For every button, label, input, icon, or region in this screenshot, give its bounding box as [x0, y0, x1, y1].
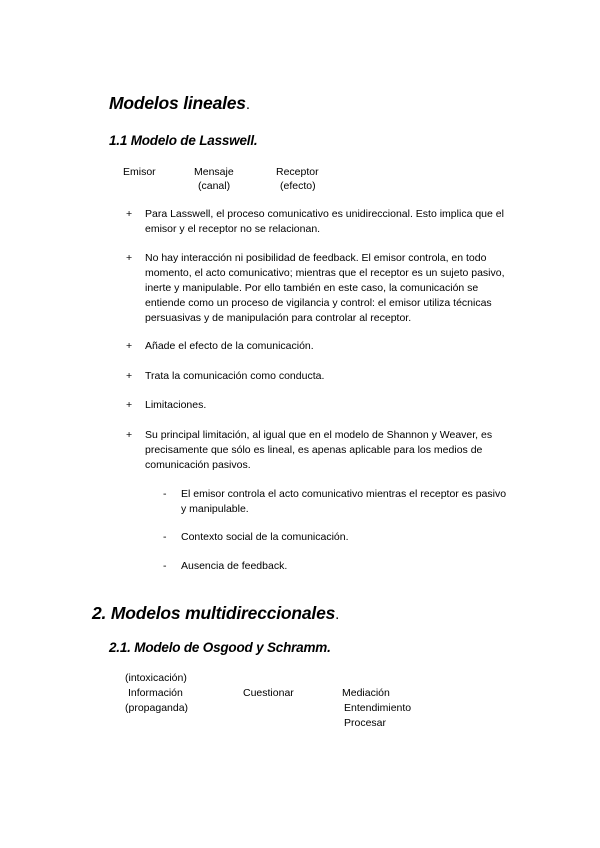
section-title-text: 2. Modelos multidireccionales [92, 603, 336, 623]
diagram-label-informacion: Información [128, 687, 183, 699]
section-title-modelos-multidireccionales [92, 603, 339, 624]
subsection-title-osgood-schramm: 2.1. Modelo de Osgood y Schramm. [109, 640, 331, 655]
text-line: Su principal limitación, al igual que en el modelo de Shannon y Weaver, es [145, 429, 493, 441]
section-title-period: . [245, 96, 250, 113]
diagram-label-efecto: (efecto) [280, 180, 316, 192]
diagram-label-mediacion: Mediación [342, 687, 390, 699]
text-line: Ausencia de feedback. [181, 560, 288, 572]
list-item-text [145, 398, 206, 413]
text-line: inerte y manipulable. Por ello también en este caso, la comunicación se [145, 282, 479, 294]
text-line: No hay interacción ni posibilidad de feedback. El emisor controla, en todo [145, 252, 487, 264]
section-title-text: Modelos lineales [109, 93, 246, 113]
bullet-plus-icon: + [126, 399, 133, 411]
text-line: persuasivas y de manipulación para controlar al receptor. [145, 312, 412, 324]
diagram-label-emisor: Emisor [123, 166, 156, 178]
text-line: y manipulable. [181, 503, 249, 515]
text-line: comunicación pasivos. [145, 459, 251, 471]
bullet-plus-icon: + [126, 252, 133, 264]
text-line: Limitaciones. [145, 399, 207, 411]
list-item-text [181, 487, 506, 517]
text-line: precisamente que sólo es lineal, es apenas aplicable para los medios de [145, 444, 483, 456]
text-line: momento, el acto comunicativo; mientras que el receptor es un sujeto pasivo, [145, 267, 505, 279]
section-title-modelos-lineales [109, 93, 250, 114]
text-line: Contexto social de la comunicación. [181, 531, 349, 543]
list-item-text [145, 339, 314, 354]
list-item-text [145, 428, 492, 473]
bullet-dash-icon: - [163, 488, 167, 500]
subsection-title-lasswell: 1.1 Modelo de Lasswell. [109, 133, 258, 148]
diagram-label-entendimiento: Entendimiento [344, 702, 412, 714]
bullet-plus-icon: + [126, 208, 133, 220]
text-line: Añade el efecto de la comunicación. [145, 340, 314, 352]
text-line: entiende como un proceso de vigilancia y control: el emisor utiliza técnicas [145, 297, 492, 309]
diagram-label-receptor: Receptor [276, 166, 319, 178]
text-line: Para Lasswell, el proceso comunicativo es unidireccional. Esto implica que el [145, 208, 504, 220]
diagram-label-canal: (canal) [198, 180, 231, 192]
list-item-text [145, 369, 324, 384]
diagram-label-procesar: Procesar [344, 717, 387, 729]
bullet-plus-icon: + [126, 429, 133, 441]
diagram-label-cuestionar: Cuestionar [243, 687, 294, 699]
list-item-text [181, 530, 349, 545]
diagram-label-intoxicacion: (intoxicación) [125, 672, 187, 684]
list-item-text [145, 251, 505, 326]
list-item-text [181, 559, 287, 574]
bullet-plus-icon: + [126, 340, 133, 352]
bullet-plus-icon: + [126, 370, 133, 382]
bullet-dash-icon: - [163, 560, 167, 572]
diagram-label-propaganda: (propaganda) [125, 702, 189, 714]
section-title-period: . [335, 606, 340, 623]
text-line: El emisor controla el acto comunicativo mientras el receptor es pasivo [181, 488, 507, 500]
bullet-dash-icon: - [163, 531, 167, 543]
diagram-label-mensaje: Mensaje [194, 166, 234, 178]
text-line: emisor y el receptor no se relacionan. [145, 223, 321, 235]
text-line: Trata la comunicación como conducta. [145, 370, 325, 382]
list-item-text [145, 207, 504, 237]
